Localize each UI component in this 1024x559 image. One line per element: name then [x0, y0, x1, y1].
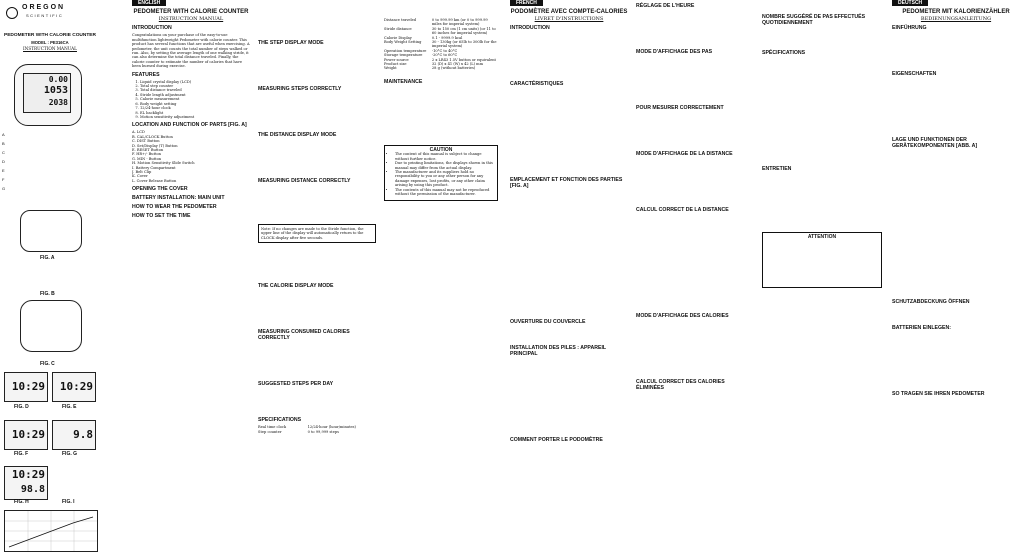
stride-chart-figure — [4, 510, 98, 552]
brand-name: OREGON — [22, 4, 66, 11]
fr-calc-calories-heading: CALCUL CORRECT DES CALORIES ÉLIMINÉES — [636, 379, 725, 391]
english-column-2 — [258, 0, 376, 559]
fr-attention-heading: ATTENTION — [807, 234, 837, 240]
part-label-g: G — [2, 186, 6, 191]
part-letters — [2, 130, 10, 193]
feature-item: 9. Motion sensitivity adjustment — [140, 115, 250, 119]
spec-key: Real time clock — [258, 425, 287, 430]
spec-table — [384, 18, 498, 71]
part-item: F. HR+/- Button — [132, 152, 161, 157]
stride-note-box: Note: If no changes are made to the Stride function, the upper line of the display will automatically return to the CLOCK display after five seconds. — [258, 224, 376, 243]
fr-location-heading: EMPLACEMENT ET FONCTION DES PARTIES [FIG. A] — [510, 177, 623, 190]
spec-row — [384, 40, 498, 49]
lcd-line-3: 2038 — [48, 98, 68, 107]
english-column-3 — [384, 0, 498, 559]
spec-value: 30 - 130kg (or 65lb to 300lb for the imperial system) — [431, 40, 497, 49]
spec-key: Operation temperature — [384, 48, 427, 53]
spec-key: Power source — [384, 57, 409, 62]
lcd-value: 10:29 — [59, 380, 93, 393]
part-item: C. DIST Button — [132, 139, 160, 144]
parts-list — [132, 130, 250, 183]
feature-item: 1. Liquid crystal display (LCD) — [140, 80, 250, 84]
spec-value: -20°C to 60°C — [431, 53, 458, 58]
features-list — [132, 80, 250, 120]
de-battery-heading: BATTERIEN EINLEGEN: — [892, 325, 951, 332]
spec-row — [384, 27, 498, 36]
german-subtitle: BEDIENUNGSANLEITUNG — [920, 16, 992, 23]
cover-panel — [0, 0, 100, 559]
spec-key: Stride distance — [384, 26, 412, 31]
spec-key: Distance traveled — [384, 18, 417, 22]
battery-heading: BATTERY INSTALLATION: MAIN UNIT — [132, 195, 225, 202]
part-label-b: B — [2, 141, 5, 146]
spec-heading: SPECIFICATIONS — [258, 417, 302, 424]
feature-item: 8. EL backlight — [140, 111, 250, 115]
spec-value: 32 (D) x 41 (W) x 42 (L) mm — [431, 62, 483, 67]
distance-mode-heading: THE DISTANCE DISPLAY MODE — [258, 132, 337, 138]
fr-steps-heading: MODE D'AFFICHAGE DES PAS — [636, 49, 713, 55]
fr-distance-heading: MODE D'AFFICHAGE DE LA DISTANCE — [636, 151, 733, 157]
lcd-fig-d — [4, 372, 48, 402]
spec-value: 0 to 999.99 km (or 0 to 999.99 miles for imperial system) — [431, 18, 488, 27]
caution-box — [384, 145, 498, 201]
suggested-steps-heading: SUGGESTED STEPS PER DAY — [258, 381, 334, 388]
fr-spec-heading: SPÉCIFICATIONS — [762, 50, 806, 56]
part-item: A. LCD — [132, 130, 145, 135]
features-heading: FEATURES — [132, 71, 160, 78]
caution-heading: CAUTION — [429, 146, 453, 153]
feature-item: 5. Calorie measurement — [140, 97, 250, 101]
caution-item: • Due to printing limitations, the displays shown in this manual may differ from the actual display. — [395, 161, 495, 170]
lcd-fig-g — [52, 420, 96, 450]
part-label-c: C — [2, 150, 5, 155]
measure-steps-heading: MEASURING STEPS CORRECTLY — [258, 86, 342, 92]
language-tab-english: ENGLISH — [132, 0, 166, 6]
fig-b-label: FIG. B — [40, 291, 55, 297]
spec-key: Storage temperature — [384, 53, 423, 58]
language-tab-german: DEUTSCH — [892, 0, 928, 6]
spec-value: 2 x LR43 1.5V button or equivalent — [431, 57, 496, 62]
part-item: D. Set/Display (T) Button — [132, 143, 178, 148]
german-column — [892, 0, 1020, 559]
fig-d-label: FIG. D — [14, 404, 29, 410]
fr-calc-distance-heading: CALCUL CORRECT DE LA DISTANCE — [636, 207, 729, 213]
de-wear-heading: SO TRAGEN SIE IHREN PEDOMETER — [892, 391, 985, 398]
spec-key: Step counter — [258, 429, 282, 434]
feature-item: 2. Total step counter — [140, 84, 250, 88]
german-title: PEDOMETER MIT KALORIENZÄHLER — [902, 9, 1010, 16]
language-tab-french: FRENCH — [510, 0, 543, 6]
part-item: E. RESET Button — [132, 147, 164, 152]
fig-h-label: FIG. H — [14, 499, 29, 505]
spec-value: 12/24-hour (hour/minutes) — [307, 425, 356, 430]
intro-heading: INTRODUCTION — [132, 25, 172, 32]
part-item: H. Motion Sensitivity Slide Switch — [132, 161, 195, 166]
english-column-1 — [132, 0, 250, 559]
french-column-3 — [762, 0, 882, 559]
brand-logo — [6, 6, 94, 20]
spec-value: 0.1 - 9999.9 kcal — [431, 35, 463, 40]
de-features-heading: EIGENSCHAFTEN — [892, 71, 937, 78]
de-opening-heading: SCHUTZABDECKUNG ÖFFNEN — [892, 299, 970, 306]
maintenance-heading: MAINTENANCE — [384, 78, 423, 85]
cover-title: PEDOMETER WITH CALORIE COUNTER — [4, 33, 96, 38]
brand-sub: SCIENTIFIC — [26, 13, 64, 18]
cover-model: MODEL : PE316CA — [31, 40, 69, 45]
spec-value: 30 to 150 cm (1 cm units) (or 11 to 60 inches for imperial system) — [431, 26, 496, 36]
french-column-2 — [636, 0, 754, 559]
time-heading: HOW TO SET THE TIME — [132, 213, 191, 220]
opening-heading: OPENING THE COVER — [132, 186, 188, 193]
fig-i-label: FIG. I — [62, 499, 75, 505]
measure-distance-heading: MEASURING DISTANCE CORRECTLY — [258, 178, 351, 184]
lcd-value: 10:29 — [11, 468, 45, 481]
spec-row — [258, 430, 376, 434]
lcd-fig-h — [4, 466, 48, 500]
fr-attention-box — [762, 232, 882, 288]
lcd-value: 10:29 — [11, 380, 45, 393]
de-intro-heading: EINFÜHRUNG — [892, 25, 927, 32]
spec-value: 0 to 99,999 steps — [307, 429, 340, 434]
lcd-value-2: 98.8 — [20, 484, 45, 495]
spec-key: Body Weight Setting — [384, 40, 422, 45]
fr-opening-heading: OUVERTURE DU COUVERCLE — [510, 319, 586, 326]
fig-a-label: FIG. A — [40, 255, 55, 261]
feature-item: 7. 12/24-hour clock — [140, 106, 250, 110]
cover-manual: INSTRUCTION MANUAL — [23, 46, 77, 51]
part-item: L. Cover Release Button — [132, 178, 177, 183]
location-heading: LOCATION AND FUNCTION OF PARTS [FIG. A] — [132, 122, 247, 129]
part-label-f: F — [2, 177, 5, 182]
lcd-fig-f — [4, 420, 48, 450]
fr-features-heading: CARACTÉRISTIQUES — [510, 81, 564, 88]
part-item: G. MIN - Button — [132, 156, 162, 161]
spec-key: Product size — [384, 62, 407, 67]
caution-item: • The contents of this manual may not be reproduced without the permission of the manufacturer. — [395, 188, 495, 197]
fig-c-label: FIG. C — [40, 361, 55, 367]
de-location-heading: LAGE UND FUNKTIONEN DER GERÄTEKOMPONENTEN [ABB. A] — [892, 137, 978, 150]
spec-key: Weight — [384, 66, 397, 71]
english-subtitle: INSTRUCTION MANUAL — [158, 16, 224, 23]
fr-intro-heading: INTRODUCTION — [510, 25, 550, 32]
fr-time-heading: RÉGLAGE DE L'HEURE — [636, 3, 695, 9]
part-item: J. Belt Clip — [132, 169, 152, 174]
fig-g-label: FIG. G — [62, 451, 77, 457]
fig-e-label: FIG. E — [62, 404, 77, 410]
english-title: PEDOMETER WITH CALORIE COUNTER — [133, 9, 249, 16]
fig-f-label: FIG. F — [14, 451, 29, 457]
spec-value: -10°C to 40°C — [431, 48, 458, 53]
fr-wear-heading: COMMENT PORTER LE PODOMÈTRE — [510, 437, 603, 444]
fr-calories-heading: MODE D'AFFICHAGE DES CALORIES — [636, 313, 729, 319]
french-column-1 — [510, 0, 628, 559]
fr-measure-heading: POUR MESURER CORRECTEMENT — [636, 105, 724, 111]
spec-row — [384, 66, 498, 70]
spec-value: 28 g (without batteries) — [431, 66, 476, 71]
measure-calorie-heading: MEASURING CONSUMED CALORIES CORRECTLY — [258, 329, 350, 342]
french-title: PODOMÈTRE AVEC COMPTE-CALORIES — [510, 9, 628, 16]
part-label-e: E — [2, 168, 5, 173]
lcd-fig-e — [52, 372, 96, 402]
feature-item: 6. Body weight setting — [140, 102, 250, 106]
feature-item: 3. Total distance traveled — [140, 88, 250, 92]
part-item: B. CAL/CLOCK Button — [132, 134, 173, 139]
spec-row — [384, 18, 498, 27]
lcd-line-1: 0.00 — [48, 75, 68, 84]
feature-item: 4. Stride length adjustment — [140, 93, 250, 97]
lcd-value: 10:29 — [11, 428, 45, 441]
lcd-value: 9.8 — [73, 428, 93, 441]
fr-battery-heading: INSTALLATION DES PILES : APPAREIL PRINCIPAL — [510, 345, 606, 358]
caution-item: • The manufacturer and its suppliers hold no responsibility to you or any other person for any damage expenses, lost profits, or any other claim arising by using this product. — [395, 170, 495, 188]
fr-suggest-heading: NOMBRE SUGGÉRÉ DE PAS EFFECTUÉS QUOTIDIENNEMENT — [762, 14, 866, 26]
caution-list — [387, 152, 495, 196]
part-item: K. Cover — [132, 174, 148, 179]
part-label-d: D — [2, 159, 5, 164]
step-mode-heading: THE STEP DISPLAY MODE — [258, 40, 324, 46]
lcd-line-2: 1053 — [43, 85, 68, 96]
calorie-mode-heading: THE CALORIE DISPLAY MODE — [258, 283, 334, 290]
stride-chart-svg — [5, 511, 97, 551]
caution-item: • The content of this manual is subject to change without further notice. — [395, 152, 495, 161]
device-clip-figure — [20, 300, 82, 352]
logo-mark — [6, 7, 18, 19]
spec-key: Calorie Display — [384, 35, 412, 40]
part-label-a: A — [2, 132, 5, 137]
device-side-figure — [20, 210, 82, 252]
intro-text: Congratulations on your purchase of the easy-to-use multifunction lightweight Pedometer with calorie counter. This product has several functions that are useful when exercising. A pedometer, the unit counts the total number of steps walked or run. Also, by setting the average length of one walking stride, it can also determine the total distance traveled. Finally, the calorie counter to estimate the number of calories that have been burned during exercise. — [132, 33, 250, 69]
part-item: I. Battery Compartment — [132, 165, 176, 170]
device-lcd — [23, 73, 71, 113]
fr-maintenance-heading: ENTRETIEN — [762, 166, 792, 172]
wear-heading: HOW TO WEAR THE PEDOMETER — [132, 204, 217, 211]
french-subtitle: LIVRET D'INSTRUCTIONS — [534, 16, 604, 23]
device-front-figure — [14, 64, 82, 126]
